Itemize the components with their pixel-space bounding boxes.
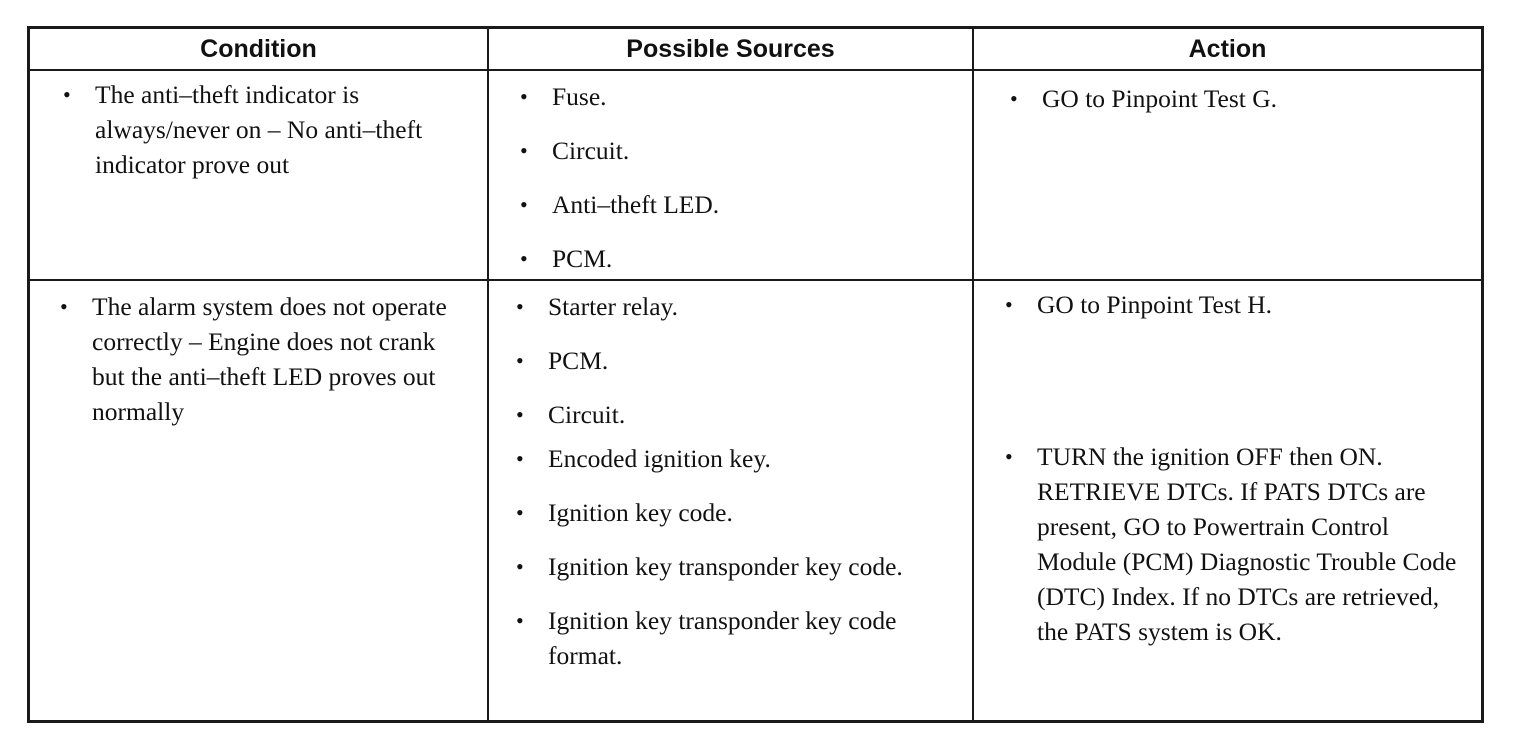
list-item: • PCM. — [508, 343, 948, 378]
column-divider-2 — [972, 29, 974, 720]
list-item: • Encoded ignition key. — [508, 441, 948, 476]
list-item: • Ignition key code. — [508, 495, 948, 530]
list-item: • PCM. — [512, 241, 962, 276]
row-2-sources — [508, 289, 948, 673]
list-item: • Circuit. — [512, 133, 962, 168]
row-1-sources — [512, 79, 962, 276]
row-2-action — [997, 287, 1457, 649]
list-item: • Circuit. — [508, 397, 948, 432]
list-item: • GO to Pinpoint Test G. — [1002, 81, 1472, 116]
header-action: Action — [1188, 34, 1267, 63]
list-item: • TURN the ignition OFF then ON. RETRIEVE DTCs. If PATS DTCs are present, GO to Powertrain Control Module (PCM) Diagnostic Trouble Code (DTC) Index. If no DTCs are retrieved, the PATS system is OK. — [997, 439, 1457, 649]
row-1-condition — [55, 77, 475, 182]
list-item: • Starter relay. — [508, 289, 948, 324]
row-divider — [30, 279, 1481, 281]
header-condition: Condition — [200, 34, 317, 63]
list-item: • Ignition key transponder key code format. — [508, 603, 948, 673]
list-item: • The anti–theft indicator is always/never on – No anti–theft indicator prove out — [55, 77, 475, 182]
list-item: • GO to Pinpoint Test H. — [997, 287, 1457, 322]
list-item: • Anti–theft LED. — [512, 187, 962, 222]
list-item: • Fuse. — [512, 79, 962, 114]
diagnostic-table — [27, 26, 1484, 723]
header-possible-sources: Possible Sources — [626, 34, 835, 63]
row-1-action — [1002, 81, 1472, 116]
row-2-condition — [52, 289, 452, 429]
list-item: • Ignition key transponder key code. — [508, 549, 948, 584]
list-item: • The alarm system does not operate correctly – Engine does not crank but the anti–theft LED proves out normally — [52, 289, 452, 429]
column-divider-1 — [487, 29, 489, 720]
header-divider — [30, 69, 1481, 71]
